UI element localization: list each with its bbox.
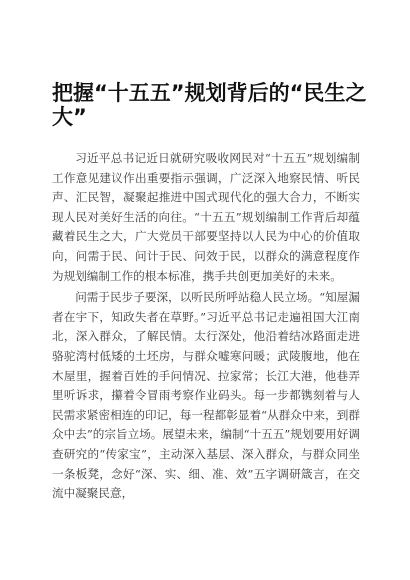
paragraph-1: 习近平总书记近日就研究吸收网民对“十五五”规划编制工作意见建议作出重要指示强调，广泛深入地察民情、听民声、汇民智，凝聚起推进中国式现代化的强大合力，不断实现人民对美好生活的向往。“十五五”规划编制工作背后却蕴藏着民生之大，广大党员干部要坚持以人民为中心的价值取向，问需于民、问计于民、问效于民，以群众的满意程度作为规划编制工作的根本标准，携手共创更加美好的未来。 <box>52 151 360 283</box>
article-body <box>52 149 360 504</box>
article-title: 把握“十五五”规划背后的“民生之大” <box>52 81 367 129</box>
paragraph-2: 问需于民步子要深，以听民所呼站稳人民立场。“知屋漏者在宇下，知政失者在草野。”习近平总书记走遍祖国大江南北，深入群众，了解民情。太行深处，他沿着结冰路面走进骆驼湾村低矮的土坯房，与群众嘘寒问暖；武陵腹地，他在木屋里，握着百姓的手问情况、拉家常；长江大港，他巷弄里听诉求，攥着令冒雨考察作业码头。每一步都镌刻着与人民需求紧密相连的印记，每一程都彰显着“从群众中来，到群众中去”的宗旨立场。展望未来，编制“十五五”规划要用好调查研究的“传家宝”，主动深入基层、深入群众，与群众同坐一条板凳，念好“深、实、细、准、效”五字调研箴言，在交流中凝聚民意， <box>52 290 360 501</box>
